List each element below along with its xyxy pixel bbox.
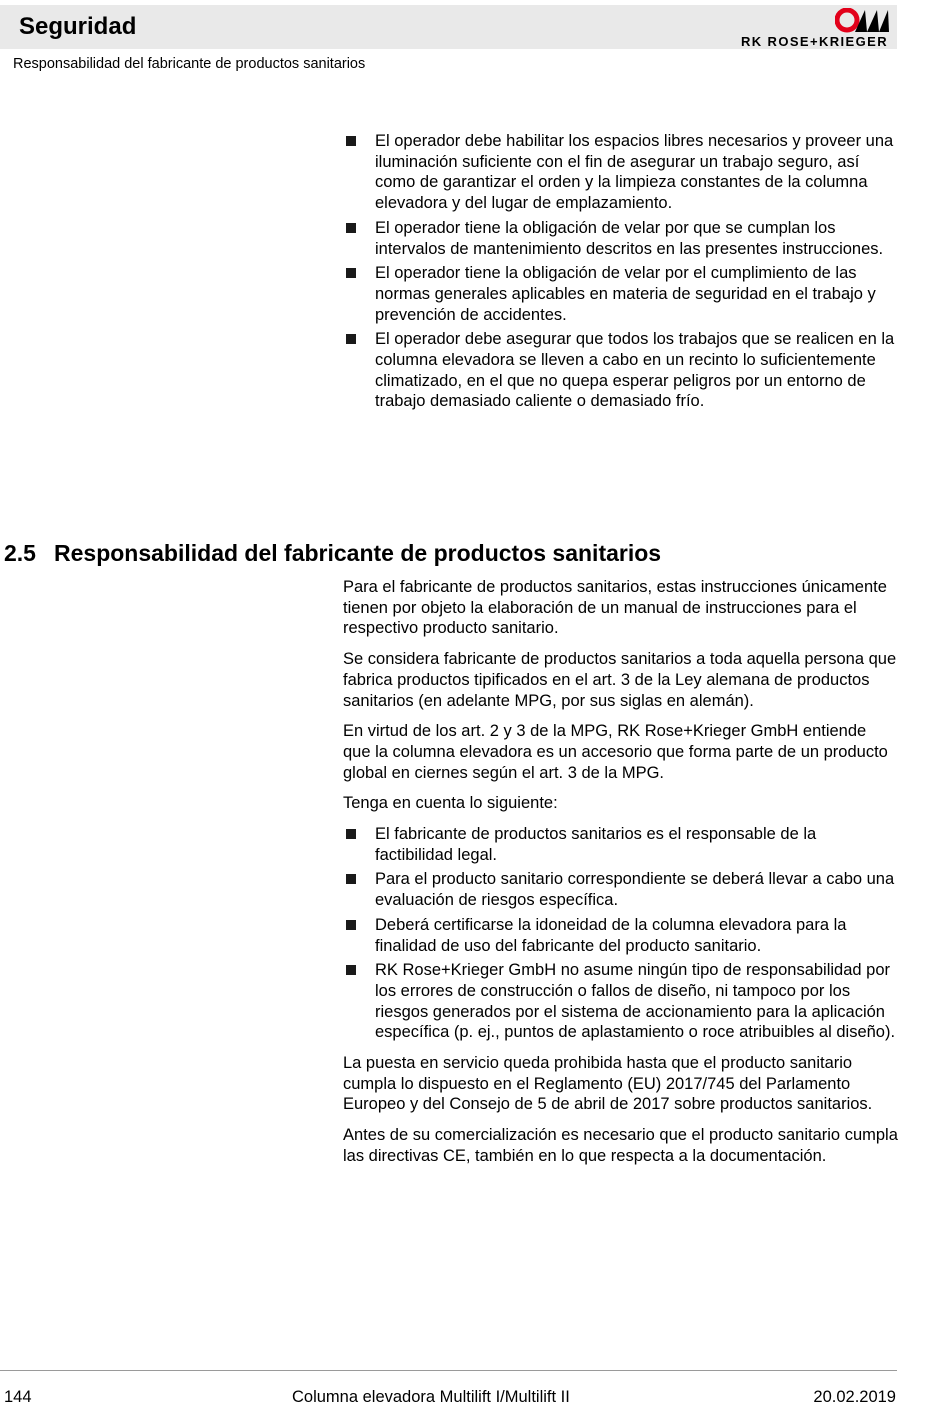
rose-krieger-logo-mark bbox=[835, 8, 890, 34]
list-item bbox=[343, 218, 898, 259]
section-bullet-list bbox=[343, 824, 898, 1043]
square-bullet-icon bbox=[346, 965, 356, 975]
square-bullet-icon bbox=[346, 334, 356, 344]
page-title: Seguridad bbox=[19, 13, 137, 40]
footer-page-number: 144 bbox=[4, 1388, 32, 1406]
section-body bbox=[343, 577, 898, 1177]
paragraph: Se considera fabricante de productos sanitarios a toda aquella persona que fabrica productos tipificados en el art. 3 de la Ley alemana de productos sanitarios (en adelante MPG, por sus siglas en alemán). bbox=[343, 650, 897, 710]
list-item-text: Deberá certificarse la idoneidad de la columna elevadora para la finalidad de uso del fabricante del producto sanitario. bbox=[375, 915, 847, 955]
list-item-text: El operador debe asegurar que todos los trabajos que se realicen en la columna elevadora se lleven a cabo en un recinto lo suficientemente climatizado, en el que no quepa esperar peligros por un entorno de trabajo demasiado caliente o demasiado frío. bbox=[375, 330, 895, 411]
footer-document-title: Columna elevadora Multilift I/Multilift II bbox=[292, 1388, 570, 1406]
list-item bbox=[343, 915, 898, 956]
list-item-text: El fabricante de productos sanitarios es el responsable de la factibilidad legal. bbox=[375, 825, 817, 864]
footer-divider bbox=[0, 1370, 897, 1371]
paragraph: La puesta en servicio queda prohibida hasta que el producto sanitario cumpla lo dispuesto en el Reglamento (EU) 2017/745 del Parlamento Europeo y del Consejo de 5 de abril de 2017 sobre productos sanitarios. bbox=[343, 1054, 873, 1114]
section-heading bbox=[4, 539, 661, 567]
square-bullet-icon bbox=[346, 136, 356, 146]
company-logo bbox=[722, 8, 892, 50]
list-item-text: RK Rose+Krieger GmbH no asume ningún tipo de responsabilidad por los errores de construcción o fallos de diseño, ni tampoco por los riesgos generados por el sistema de accionamiento para la aplicación específica (p. ej., puntos de aplastamiento o roce atribuibles al diseño). bbox=[375, 961, 896, 1042]
list-item bbox=[343, 131, 898, 214]
list-item bbox=[343, 329, 898, 412]
square-bullet-icon bbox=[346, 874, 356, 884]
intro-bullet-list bbox=[343, 131, 898, 416]
square-bullet-icon bbox=[346, 920, 356, 930]
paragraph: Antes de su comercialización es necesario que el producto sanitario cumpla las directivas CE, también en lo que respecta a la documentación. bbox=[343, 1126, 898, 1165]
section-number: 2.5 bbox=[4, 540, 36, 566]
paragraph: Para el fabricante de productos sanitarios, estas instrucciones únicamente tienen por objeto la elaboración de un manual de instrucciones para el respectivo producto sanitario. bbox=[343, 578, 887, 638]
logo-wordmark: RK ROSE+KRIEGER bbox=[740, 34, 888, 49]
list-item-text: El operador debe habilitar los espacios libres necesarios y proveer una iluminación suficiente con el fin de asegurar un trabajo seguro, así como de garantizar el orden y la limpieza constantes de la columna elevadora y del lugar de emplazamiento. bbox=[375, 132, 894, 213]
list-item-text: Para el producto sanitario correspondiente se deberá llevar a cabo una evaluación de riesgos específica. bbox=[375, 870, 895, 910]
list-item bbox=[343, 960, 898, 1043]
square-bullet-icon bbox=[346, 829, 356, 839]
square-bullet-icon bbox=[346, 223, 356, 233]
paragraph: En virtud de los art. 2 y 3 de la MPG, RK Rose+Krieger GmbH entiende que la columna elevadora es un accesorio que forma parte de un producto global en ciernes según el art. 3 de la MPG. bbox=[343, 722, 888, 782]
list-item bbox=[343, 263, 898, 325]
list-item-text: El operador tiene la obligación de velar por el cumplimiento de las normas generales aplicables en materia de seguridad en el trabajo y prevención de accidentes. bbox=[375, 264, 876, 324]
square-bullet-icon bbox=[346, 268, 356, 278]
list-item bbox=[343, 869, 898, 910]
section-title: Responsabilidad del fabricante de productos sanitarios bbox=[54, 540, 662, 566]
list-item-text: El operador tiene la obligación de velar por que se cumplan los intervalos de mantenimiento descritos en las presentes instrucciones. bbox=[375, 218, 884, 258]
page-subtitle: Responsabilidad del fabricante de productos sanitarios bbox=[13, 56, 366, 72]
paragraph: Tenga en cuenta lo siguiente: bbox=[343, 794, 558, 813]
footer-date: 20.02.2019 bbox=[813, 1388, 896, 1406]
list-item bbox=[343, 824, 898, 865]
